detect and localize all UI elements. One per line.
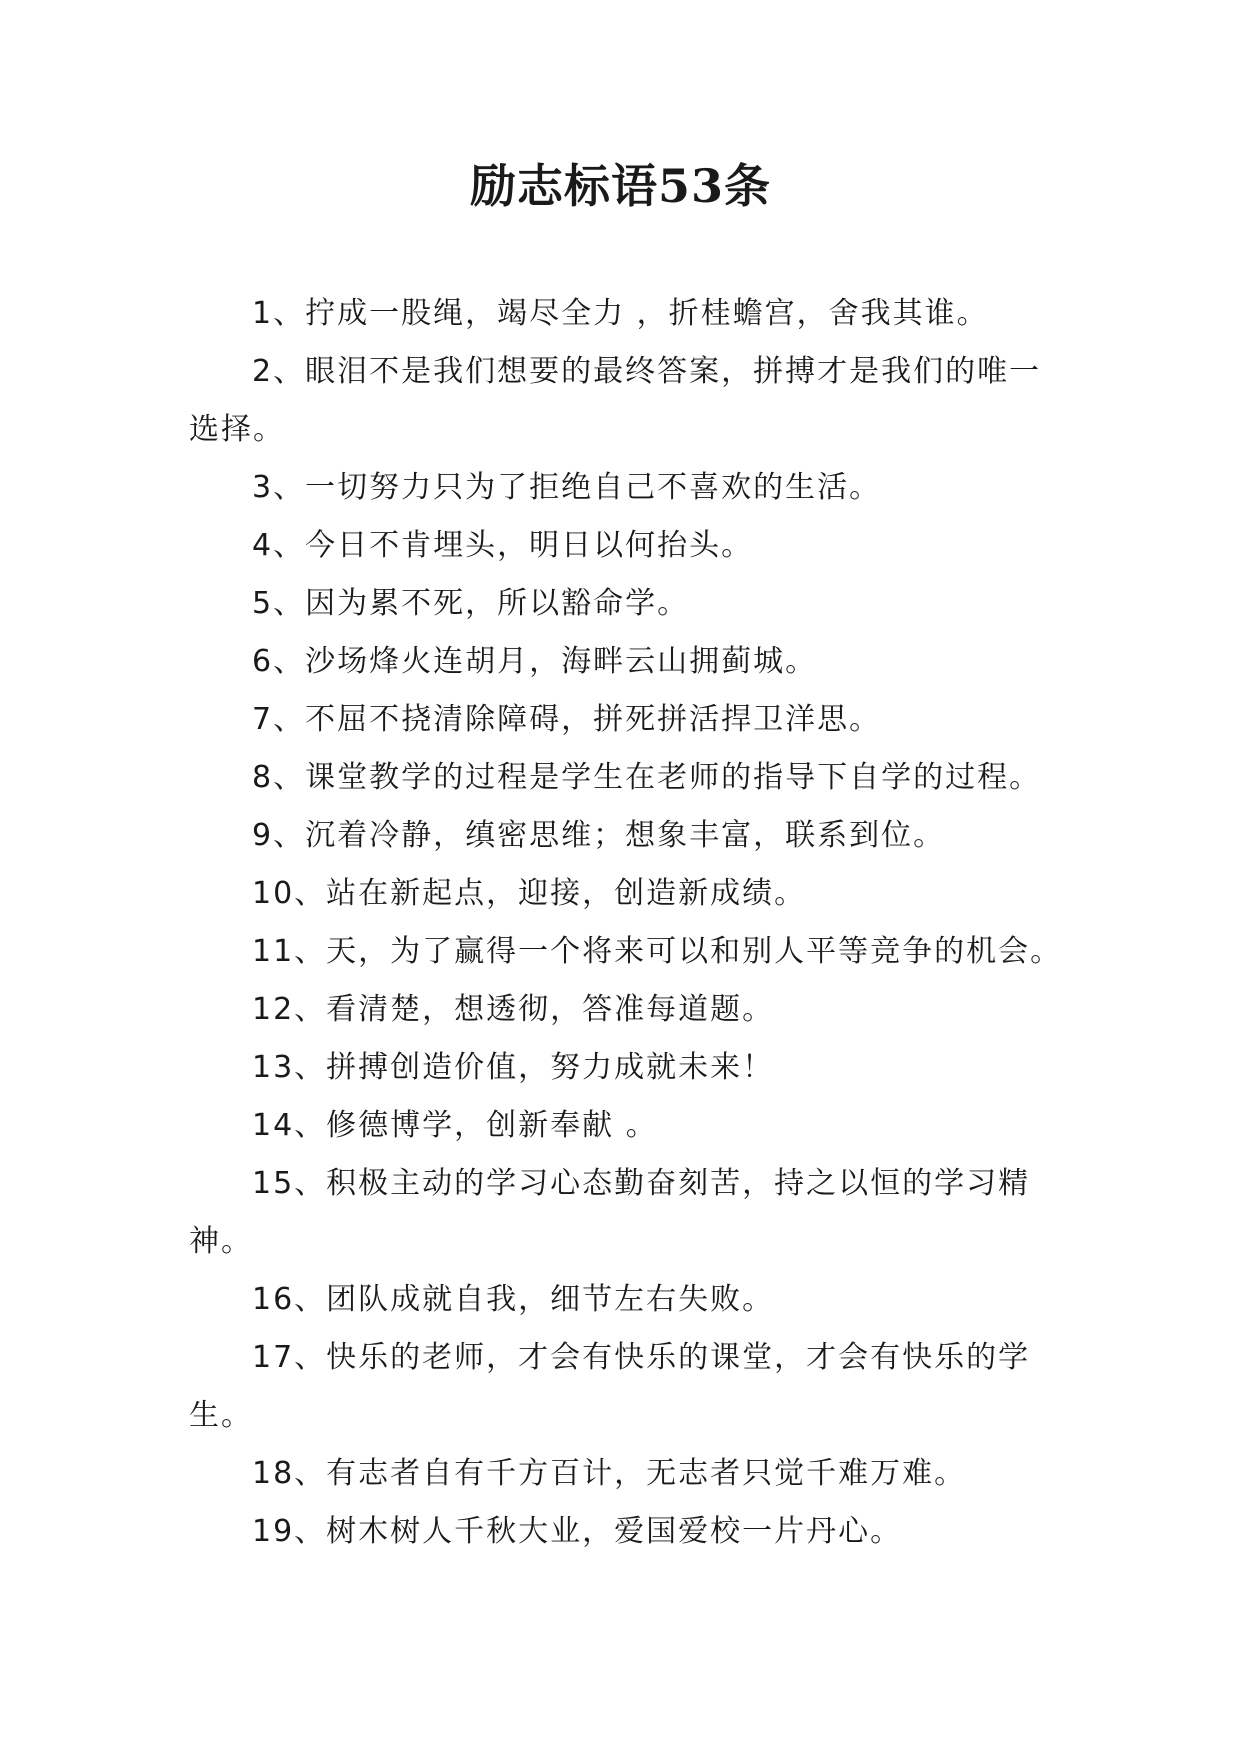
list-item: 14、修德博学，创新奉献 。	[252, 1108, 658, 1143]
list-item: 13、拼搏创造价值，努力成就未来！	[252, 1050, 775, 1085]
page-title: 励志标语53条	[469, 159, 771, 213]
list-item: 8、课堂教学的过程是学生在老师的指导下自学的过程。	[252, 760, 1042, 795]
list-item: 4、今日不肯埋头，明日以何抬头。	[252, 528, 754, 563]
list-item: 6、沙场烽火连胡月，海畔云山拥蓟城。	[252, 644, 818, 679]
list-item: 15、积极主动的学习心态勤奋刻苦，持之以恒的学习精神。	[189, 1166, 1031, 1259]
list-item: 12、看清楚，想透彻，答准每道题。	[252, 992, 775, 1027]
list-item: 18、有志者自有千方百计，无志者只觉千难万难。	[252, 1456, 967, 1491]
list-item: 10、站在新起点，迎接，创造新成绩。	[252, 876, 807, 911]
list-item: 16、团队成就自我，细节左右失败。	[252, 1282, 775, 1317]
list-item: 7、不屈不挠清除障碍，拼死拼活捍卫洋思。	[252, 702, 882, 737]
list-item: 19、树木树人千秋大业，爱国爱校一片丹心。	[252, 1514, 903, 1549]
list-item: 5、因为累不死，所以豁命学。	[252, 586, 690, 621]
list-item: 2、眼泪不是我们想要的最终答案，拼搏才是我们的唯一选择。	[189, 354, 1042, 447]
list-item: 3、一切努力只为了拒绝自己不喜欢的生活。	[252, 470, 882, 505]
list-item: 1、拧成一股绳，竭尽全力 ，折桂蟾宫，舍我其谁。	[252, 296, 989, 331]
list-item: 11、天，为了赢得一个将来可以和别人平等竞争的机会。	[252, 934, 1063, 969]
list-item: 17、快乐的老师，才会有快乐的课堂，才会有快乐的学生。	[189, 1340, 1031, 1433]
list-item: 9、沉着冷静，缜密思维；想象丰富，联系到位。	[252, 818, 946, 853]
slogan-list	[189, 285, 1069, 1561]
